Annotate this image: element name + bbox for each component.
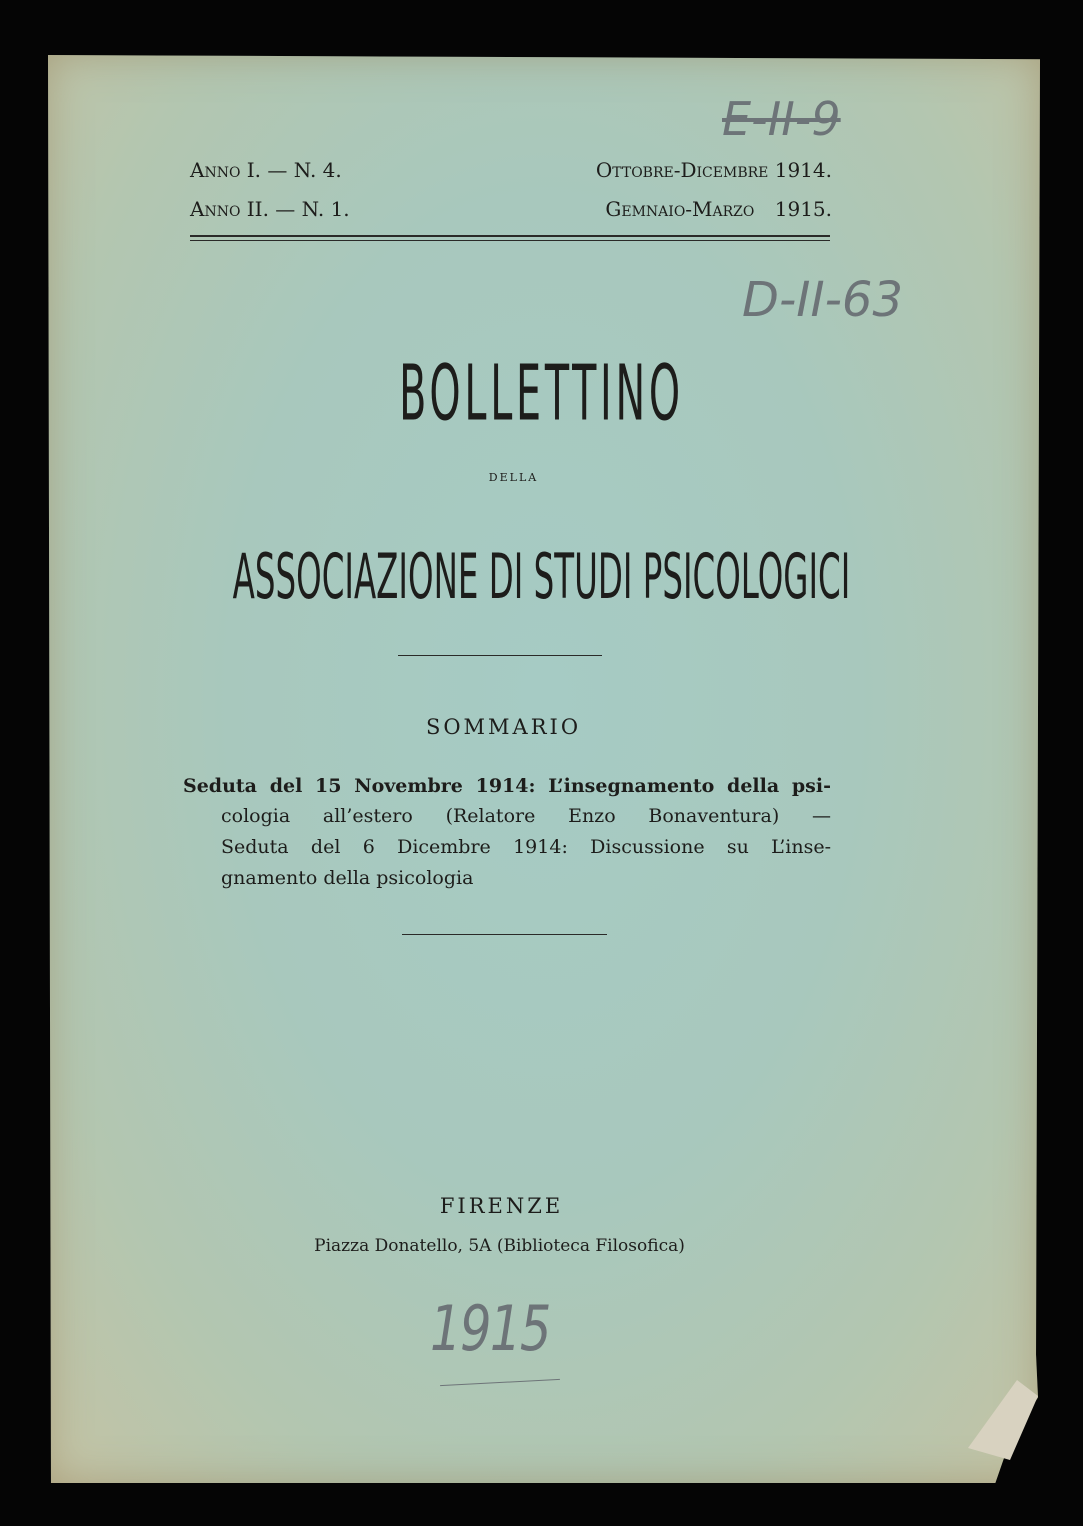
divider-2 [402, 934, 607, 935]
issue-line-1: Anno I. — N. 4. [190, 158, 342, 182]
della-label: della [488, 466, 539, 485]
divider-1 [398, 655, 602, 656]
sommario-heading: SOMMARIO [425, 715, 582, 739]
title: BOLLETTINO [399, 350, 684, 439]
issue-date-2: Gemnaio-Marzo 1915. [605, 197, 832, 221]
header-rule [190, 235, 830, 237]
handwritten-shelfmark-new: D-II-63 [742, 272, 903, 328]
issue-line-2: Anno II. — N. 1. [190, 197, 350, 221]
header-rule-thin [190, 240, 830, 241]
sommario-line: Seduta del 6 Dicembre 1914: Discussione su L’inse- [221, 836, 831, 858]
sommario-line: gnamento della psicologia [221, 867, 474, 889]
imprint-city: FIRENZE [439, 1194, 564, 1218]
sommario-line: cologia all’estero (Relatore Enzo Bonaventura) — [221, 805, 831, 827]
sommario-line: Seduta del 15 Novembre 1914: L’insegnamento della psi- [183, 775, 831, 797]
issue-date-1: Ottobre-Dicembre 1914. [595, 158, 832, 182]
handwritten-year: 1915 [430, 1292, 550, 1365]
subtitle: ASSOCIAZIONE DI STUDI PSICOLOGICI [232, 541, 851, 614]
document-cover [48, 55, 1040, 1483]
handwritten-shelfmark-old: E-II-9 [722, 92, 841, 146]
imprint-address: Piazza Donatello, 5A (Biblioteca Filosofica) [314, 1236, 685, 1256]
